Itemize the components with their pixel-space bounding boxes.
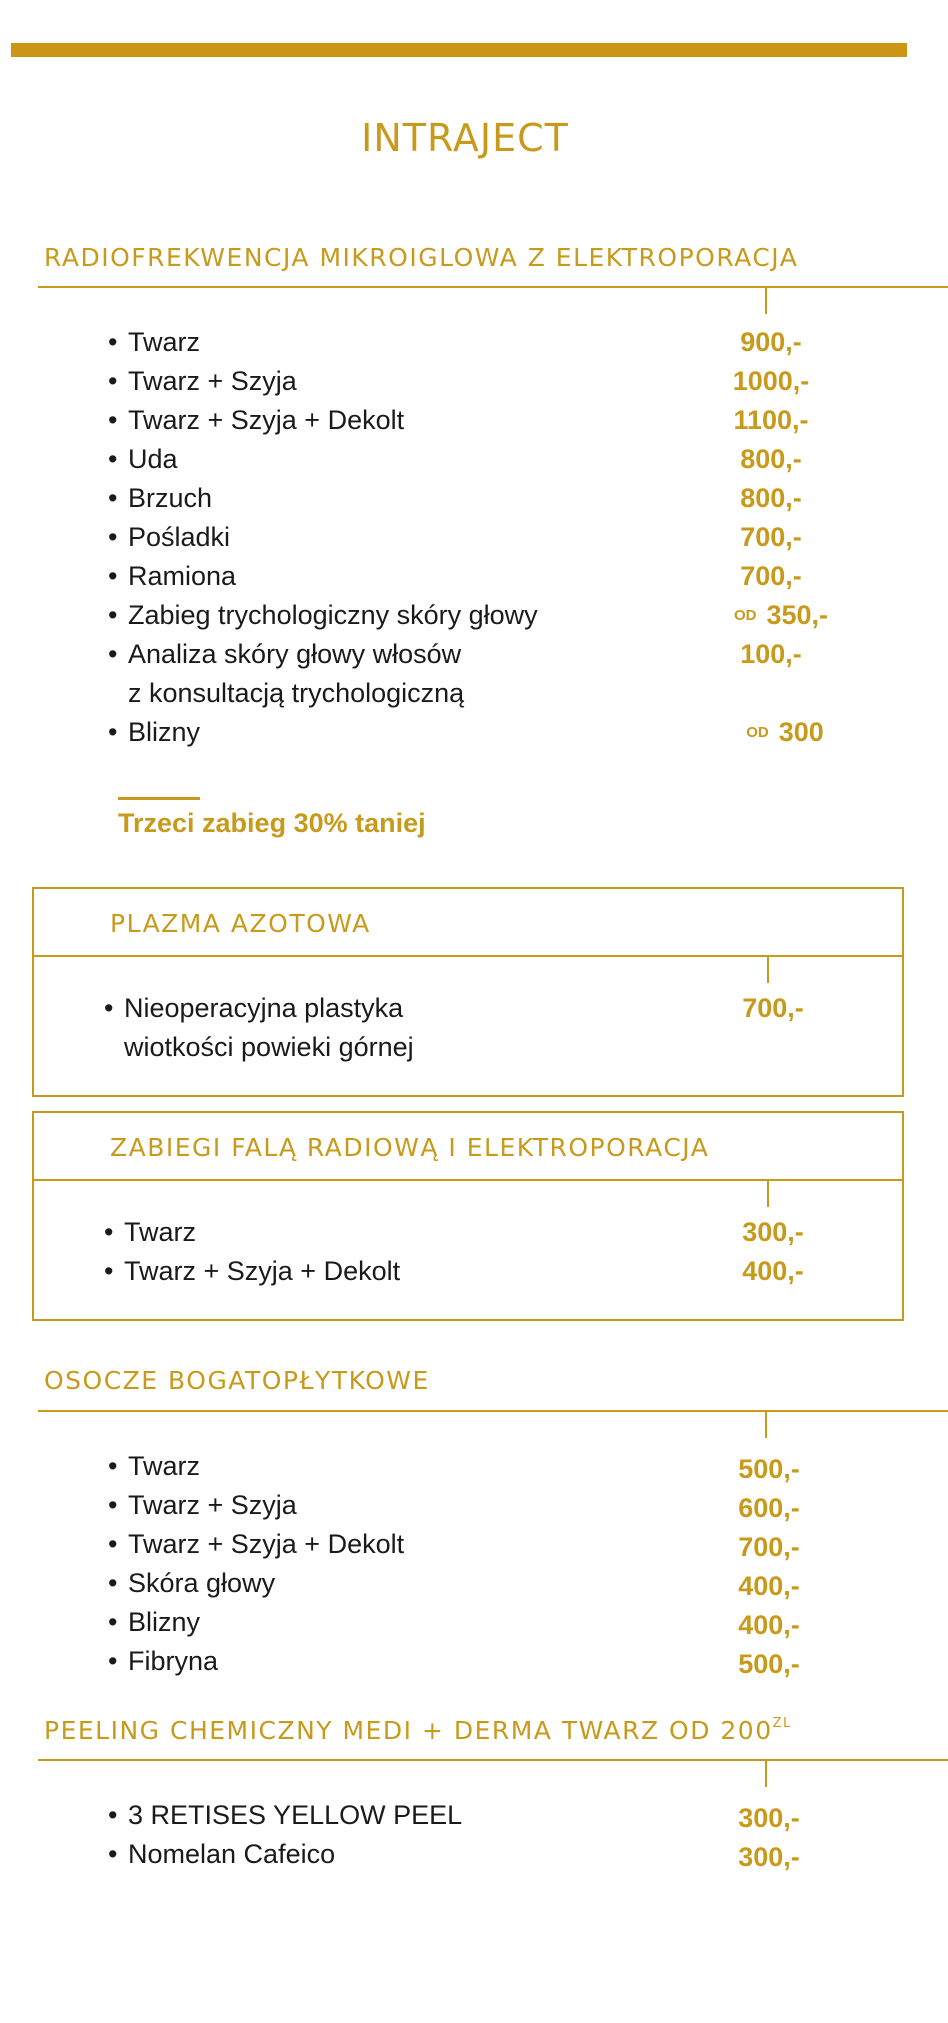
item-price: 800,-	[740, 483, 802, 513]
list-item: • 3 RETISES YELLOW PEEL	[108, 1800, 463, 1830]
item-price: 900,-	[740, 327, 802, 357]
item-price: 600,-	[738, 1493, 800, 1523]
list-item: • Twarz + Szyja	[108, 366, 297, 396]
list-item: • Zabieg trychologiczny skóry głowy	[108, 600, 538, 630]
section-divider	[38, 1410, 948, 1412]
item-price: 1000,-	[732, 366, 810, 396]
list-item: • Skóra głowy	[108, 1568, 276, 1598]
list-item: • Twarz	[108, 1451, 201, 1481]
discount-note: Trzeci zabieg 30% taniej	[118, 808, 426, 838]
section-title-radiofrekwencja: RADIOFREKWENCJA MIKROIGLOWA Z ELEKTROPORACJA	[44, 243, 799, 272]
list-item: • Fibryna	[108, 1646, 219, 1676]
list-item: • Twarz	[104, 1217, 197, 1247]
note-divider	[118, 797, 200, 800]
item-price: 700,-	[742, 993, 804, 1023]
list-item: • Twarz + Szyja + Dekolt	[104, 1256, 401, 1286]
section-divider	[38, 1759, 948, 1761]
section-box-plazma	[32, 887, 904, 1097]
list-item: • Analiza skóry głowy włosów	[108, 639, 462, 669]
item-price: 400,-	[738, 1610, 800, 1640]
list-item: • Pośladki	[108, 522, 231, 552]
list-item: • Twarz + Szyja + Dekolt	[108, 405, 405, 435]
item-price: 1100,-	[733, 405, 809, 435]
item-price: $^{OD}$ 300	[746, 717, 824, 747]
list-item: • Twarz + Szyja	[108, 1490, 297, 1520]
list-item: • Uda	[108, 444, 178, 474]
section-title-osocze: OSOCZE BOGATOPŁYTKOWE	[44, 1366, 430, 1395]
box-header	[34, 889, 902, 957]
list-item: • Twarz + Szyja + Dekolt	[108, 1529, 405, 1559]
section-divider	[38, 286, 948, 288]
section-tick	[765, 1412, 767, 1438]
list-item: • Nomelan Cafeico	[108, 1839, 336, 1869]
item-price: 400,-	[738, 1571, 800, 1601]
box-header	[34, 1113, 902, 1181]
item-price: 300,-	[742, 1217, 804, 1247]
item-price: 400,-	[742, 1256, 804, 1286]
item-price: $^{OD}$ 350,-	[733, 600, 829, 630]
list-item-continuation: z konsultacją trychologiczną	[128, 678, 465, 708]
item-price: 100,-	[740, 639, 802, 669]
top-decor-bar	[11, 43, 907, 57]
section-tick	[767, 1181, 769, 1207]
section-tick	[765, 1761, 767, 1787]
list-item: • Blizny	[108, 1607, 201, 1637]
item-price: 700,-	[738, 1532, 800, 1562]
list-item: • Brzuch	[108, 483, 213, 513]
section-tick	[767, 957, 769, 983]
section-title-plazma: PLAZMA AZOTOWA	[110, 909, 371, 938]
page-title: INTRAJECT	[361, 116, 569, 160]
item-price: 500,-	[738, 1649, 800, 1679]
item-price: 700,-	[740, 561, 802, 591]
item-price: 300,-	[738, 1842, 800, 1872]
list-item: • Ramiona	[108, 561, 237, 591]
item-price: 300,-	[738, 1803, 800, 1833]
section-title-peeling: PEELING CHEMICZNY MEDI + DERMA TWARZ OD $200^{ZL}$	[44, 1716, 792, 1745]
item-price: 800,-	[740, 444, 802, 474]
list-item-continuation: wiotkości powieki górnej	[124, 1032, 414, 1062]
section-box-zabiegi	[32, 1111, 904, 1321]
list-item: • Blizny	[108, 717, 201, 747]
item-price: 700,-	[740, 522, 802, 552]
section-tick	[765, 288, 767, 314]
item-price: 500,-	[738, 1454, 800, 1484]
section-title-zabiegi: ZABIEGI FALĄ RADIOWĄ I ELEKTROPORACJA	[110, 1133, 710, 1162]
list-item: • Twarz	[108, 327, 201, 357]
list-item: • Nieoperacyjna plastyka	[104, 993, 404, 1023]
